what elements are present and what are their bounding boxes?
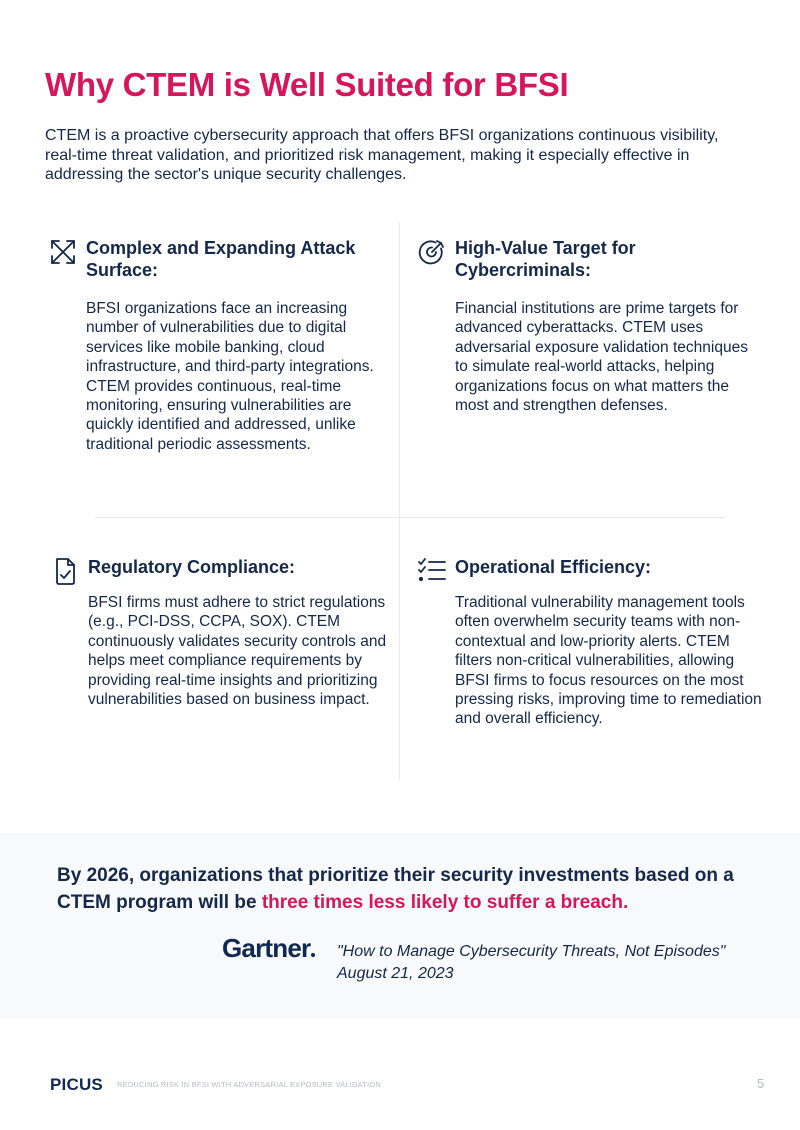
checklist-icon bbox=[417, 556, 447, 586]
page-title: Why CTEM is Well Suited for BFSI bbox=[45, 66, 569, 103]
document-check-icon bbox=[50, 556, 80, 586]
feature-attack-surface bbox=[86, 237, 396, 454]
picus-logo: PICUS bbox=[50, 1075, 103, 1094]
gartner-logo bbox=[222, 933, 315, 964]
gartner-logo-text: Gartner bbox=[222, 933, 311, 963]
gartner-logo-dot bbox=[311, 953, 315, 957]
feature-body: Traditional vulnerability management tools often overwhelm security teams with non-contextual and low-priority alerts. CTEM filters non-critical vulnerabilities, allowing BFSI firms to focus resources on the most pressing risks, improving time to remediation and overall efficiency. bbox=[455, 594, 762, 728]
intro-paragraph: CTEM is a proactive cybersecurity approach that offers BFSI organizations continuous visibility, real-time threat validation, and prioritized risk management, making it especially effective in addressing the sector's unique security challenges. bbox=[45, 127, 719, 183]
quote-panel bbox=[0, 833, 800, 1018]
footer-text: REDUCING RISK IN BFSI WITH ADVERSARIAL EXPOSURE VALIDATION bbox=[117, 1080, 382, 1089]
citation bbox=[337, 941, 725, 985]
feature-body: Financial institutions are prime targets for advanced cyberattacks. CTEM uses adversarial exposure validation techniques to simulate real-world attacks, helping organizations focus on what matters the most and strengthen defenses. bbox=[455, 300, 748, 415]
vertical-divider bbox=[399, 222, 400, 780]
feature-title: Regulatory Compliance: bbox=[88, 557, 296, 577]
horizontal-divider bbox=[95, 517, 725, 518]
target-icon bbox=[417, 237, 447, 267]
quote-highlight: three times less likely to suffer a breach. bbox=[261, 892, 629, 913]
quote-text bbox=[57, 862, 757, 916]
expand-arrows-icon bbox=[48, 237, 78, 267]
feature-title: High-Value Target for Cybercriminals: bbox=[455, 238, 636, 280]
feature-body: BFSI organizations face an increasing number of vulnerabilities due to digital services like mobile banking, cloud infrastructure, and third-party integrations. CTEM provides continuous, real-time monitoring, ensuring vulnerabilities are quickly identified and addressed, unlike traditional periodic assessments. bbox=[86, 300, 374, 453]
feature-title: Complex and Expanding Attack Surface: bbox=[86, 238, 356, 280]
citation-date: August 21, 2023 bbox=[337, 965, 454, 982]
feature-high-value-target bbox=[455, 237, 765, 415]
feature-body: BFSI firms must adhere to strict regulations (e.g., PCI-DSS, CCPA, SOX). CTEM continuously validates security controls and helps meet compliance requirements by providing real-time insights and prioritizing vulnerabilities based on business impact. bbox=[88, 594, 387, 709]
feature-regulatory-compliance bbox=[88, 556, 398, 709]
feature-operational-efficiency bbox=[455, 556, 765, 729]
quote-text-main: By 2026, organizations that prioritize their security investments based on a CTEM program will be bbox=[57, 865, 734, 913]
page-number: 5 bbox=[757, 1076, 765, 1091]
citation-title: "How to Manage Cybersecurity Threats, Not Episodes" bbox=[337, 943, 726, 960]
feature-title: Operational Efficiency: bbox=[455, 557, 652, 577]
